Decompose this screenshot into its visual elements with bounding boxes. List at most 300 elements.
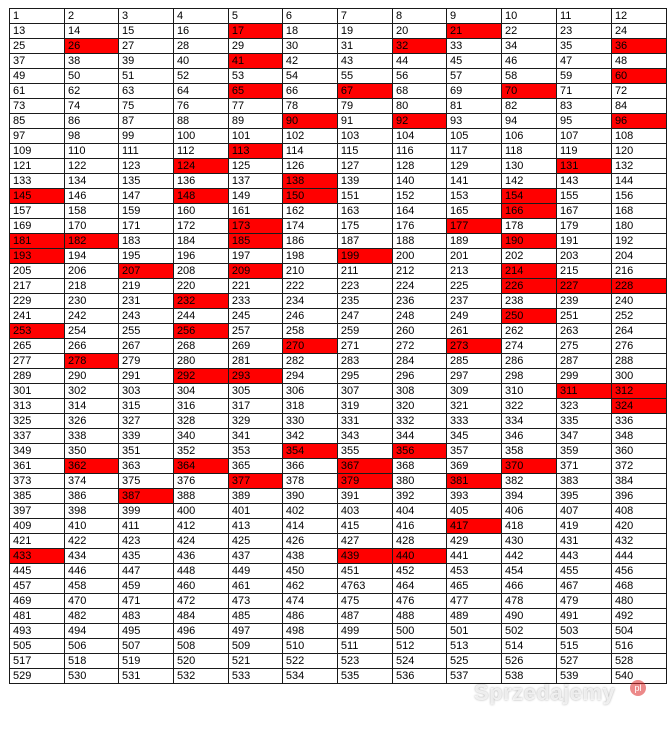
table-row	[10, 579, 667, 594]
table-cell: 164	[393, 204, 447, 219]
table-cell: 382	[502, 474, 557, 489]
table-cell: 235	[337, 294, 392, 309]
table-cell: 453	[447, 564, 502, 579]
table-cell: 475	[337, 594, 392, 609]
table-cell: 422	[64, 534, 118, 549]
table-cell: 171	[118, 219, 173, 234]
table-row	[10, 399, 667, 414]
table-cell: 305	[228, 384, 282, 399]
table-cell: 213	[447, 264, 502, 279]
table-cell: 81	[447, 99, 502, 114]
table-cell: 51	[118, 69, 173, 84]
table-cell: 110	[64, 144, 118, 159]
highlighted-cell: 65	[228, 84, 282, 99]
table-cell: 43	[337, 54, 392, 69]
highlighted-cell: 364	[173, 459, 228, 474]
table-cell: 480	[611, 594, 666, 609]
table-cell: 371	[556, 459, 611, 474]
table-cell: 224	[393, 279, 447, 294]
table-cell: 33	[447, 39, 502, 54]
table-cell: 22	[502, 24, 557, 39]
table-cell: 301	[10, 384, 65, 399]
table-cell: 42	[282, 54, 337, 69]
highlighted-cell: 312	[611, 384, 666, 399]
table-cell: 236	[393, 294, 447, 309]
table-cell: 184	[173, 234, 228, 249]
table-cell: 35	[556, 39, 611, 54]
table-cell: 136	[173, 174, 228, 189]
number-grid	[9, 8, 667, 684]
table-cell: 350	[64, 444, 118, 459]
table-row	[10, 504, 667, 519]
table-cell: 142	[502, 174, 557, 189]
table-cell: 310	[502, 384, 557, 399]
table-cell: 98	[64, 129, 118, 144]
table-cell: 316	[173, 399, 228, 414]
table-cell: 520	[173, 654, 228, 669]
table-cell: 215	[556, 264, 611, 279]
table-cell: 133	[10, 174, 65, 189]
table-cell: 468	[611, 579, 666, 594]
table-cell: 397	[10, 504, 65, 519]
table-cell: 243	[118, 309, 173, 324]
table-cell: 152	[393, 189, 447, 204]
table-cell: 393	[447, 489, 502, 504]
table-cell: 366	[282, 459, 337, 474]
highlighted-cell: 190	[502, 234, 557, 249]
table-cell: 309	[447, 384, 502, 399]
table-cell: 126	[282, 159, 337, 174]
table-cell: 192	[611, 234, 666, 249]
table-cell: 330	[282, 414, 337, 429]
table-cell: 423	[118, 534, 173, 549]
table-cell: 488	[393, 609, 447, 624]
table-cell: 85	[10, 114, 65, 129]
table-cell: 323	[556, 399, 611, 414]
table-cell: 317	[228, 399, 282, 414]
table-cell: 329	[228, 414, 282, 429]
table-row	[10, 9, 667, 24]
table-cell: 231	[118, 294, 173, 309]
table-cell: 286	[502, 354, 557, 369]
table-cell: 18	[282, 24, 337, 39]
table-cell: 10	[502, 9, 557, 24]
table-cell: 47	[556, 54, 611, 69]
table-cell: 514	[502, 639, 557, 654]
table-cell: 415	[337, 519, 392, 534]
table-cell: 222	[282, 279, 337, 294]
table-cell: 130	[502, 159, 557, 174]
highlighted-cell: 26	[64, 39, 118, 54]
table-cell: 343	[337, 429, 392, 444]
table-cell: 266	[64, 339, 118, 354]
table-cell: 167	[556, 204, 611, 219]
table-row	[10, 549, 667, 564]
highlighted-cell: 70	[502, 84, 557, 99]
table-cell: 107	[556, 129, 611, 144]
table-cell: 54	[282, 69, 337, 84]
table-cell: 49	[10, 69, 65, 84]
table-cell: 82	[502, 99, 557, 114]
table-cell: 402	[282, 504, 337, 519]
table-row	[10, 219, 667, 234]
table-cell: 384	[611, 474, 666, 489]
table-cell: 112	[173, 144, 228, 159]
table-cell: 271	[337, 339, 392, 354]
table-row	[10, 54, 667, 69]
table-cell: 48	[611, 54, 666, 69]
highlighted-cell: 356	[393, 444, 447, 459]
table-cell: 504	[611, 624, 666, 639]
table-cell: 140	[393, 174, 447, 189]
table-cell: 62	[64, 84, 118, 99]
table-row	[10, 444, 667, 459]
table-cell: 516	[611, 639, 666, 654]
table-cell: 299	[556, 369, 611, 384]
table-cell: 427	[337, 534, 392, 549]
table-cell: 499	[337, 624, 392, 639]
table-cell: 156	[611, 189, 666, 204]
table-cell: 455	[556, 564, 611, 579]
table-cell: 59	[556, 69, 611, 84]
table-cell: 448	[173, 564, 228, 579]
table-row	[10, 534, 667, 549]
table-cell: 91	[337, 114, 392, 129]
table-cell: 255	[118, 324, 173, 339]
table-cell: 94	[502, 114, 557, 129]
table-cell: 300	[611, 369, 666, 384]
table-cell: 386	[64, 489, 118, 504]
table-cell: 77	[228, 99, 282, 114]
table-cell: 259	[337, 324, 392, 339]
table-cell: 269	[228, 339, 282, 354]
table-cell: 19	[337, 24, 392, 39]
table-cell: 225	[447, 279, 502, 294]
table-cell: 465	[447, 579, 502, 594]
table-cell: 530	[64, 669, 118, 684]
table-cell: 489	[447, 609, 502, 624]
table-cell: 100	[173, 129, 228, 144]
table-cell: 179	[556, 219, 611, 234]
table-row	[10, 294, 667, 309]
table-cell: 211	[337, 264, 392, 279]
table-row	[10, 339, 667, 354]
table-row	[10, 654, 667, 669]
table-cell: 408	[611, 504, 666, 519]
table-cell: 446	[64, 564, 118, 579]
table-cell: 144	[611, 174, 666, 189]
highlighted-cell: 226	[502, 279, 557, 294]
table-cell: 435	[118, 549, 173, 564]
table-cell: 411	[118, 519, 173, 534]
table-cell: 27	[118, 39, 173, 54]
table-row	[10, 24, 667, 39]
table-cell: 87	[118, 114, 173, 129]
table-cell: 344	[393, 429, 447, 444]
table-cell: 469	[10, 594, 65, 609]
table-cell: 528	[611, 654, 666, 669]
table-cell: 470	[64, 594, 118, 609]
highlighted-cell: 90	[282, 114, 337, 129]
table-cell: 509	[228, 639, 282, 654]
table-cell: 473	[228, 594, 282, 609]
table-cell: 265	[10, 339, 65, 354]
table-row	[10, 459, 667, 474]
table-cell: 93	[447, 114, 502, 129]
table-row	[10, 249, 667, 264]
table-cell: 58	[502, 69, 557, 84]
table-row	[10, 159, 667, 174]
table-cell: 183	[118, 234, 173, 249]
table-cell: 481	[10, 609, 65, 624]
table-cell: 127	[337, 159, 392, 174]
table-row	[10, 594, 667, 609]
table-cell: 132	[611, 159, 666, 174]
watermark-logo: Sprzedajemy	[474, 680, 616, 705]
table-cell: 252	[611, 309, 666, 324]
table-cell: 149	[228, 189, 282, 204]
table-cell: 72	[611, 84, 666, 99]
highlighted-cell: 253	[10, 324, 65, 339]
table-cell: 334	[502, 414, 557, 429]
table-cell: 75	[118, 99, 173, 114]
table-row	[10, 69, 667, 84]
table-cell: 457	[10, 579, 65, 594]
table-cell: 221	[228, 279, 282, 294]
highlighted-cell: 292	[173, 369, 228, 384]
table-cell: 490	[502, 609, 557, 624]
table-cell: 345	[447, 429, 502, 444]
highlighted-cell: 250	[502, 309, 557, 324]
watermark-badge: pl	[630, 680, 646, 696]
table-cell: 95	[556, 114, 611, 129]
table-cell: 474	[282, 594, 337, 609]
highlighted-cell: 362	[64, 459, 118, 474]
table-cell: 56	[393, 69, 447, 84]
highlighted-cell: 433	[10, 549, 65, 564]
table-cell: 111	[118, 144, 173, 159]
highlighted-cell: 324	[611, 399, 666, 414]
table-cell: 319	[337, 399, 392, 414]
table-cell: 421	[10, 534, 65, 549]
table-cell: 496	[173, 624, 228, 639]
table-cell: 288	[611, 354, 666, 369]
table-row	[10, 234, 667, 249]
highlighted-cell: 193	[10, 249, 65, 264]
table-cell: 282	[282, 354, 337, 369]
table-cell: 476	[393, 594, 447, 609]
table-cell: 73	[10, 99, 65, 114]
table-cell: 432	[611, 534, 666, 549]
table-cell: 369	[447, 459, 502, 474]
table-cell: 430	[502, 534, 557, 549]
table-cell: 1	[10, 9, 65, 24]
highlighted-cell: 439	[337, 549, 392, 564]
table-cell: 444	[611, 549, 666, 564]
table-row	[10, 609, 667, 624]
table-cell: 141	[447, 174, 502, 189]
table-cell: 76	[173, 99, 228, 114]
table-cell: 466	[502, 579, 557, 594]
table-row	[10, 129, 667, 144]
table-cell: 29	[228, 39, 282, 54]
table-cell: 116	[393, 144, 447, 159]
table-cell: 163	[337, 204, 392, 219]
table-cell: 539	[556, 669, 611, 684]
table-cell: 313	[10, 399, 65, 414]
table-cell: 331	[337, 414, 392, 429]
table-cell: 534	[282, 669, 337, 684]
table-cell: 50	[64, 69, 118, 84]
highlighted-cell: 278	[64, 354, 118, 369]
table-cell: 71	[556, 84, 611, 99]
table-cell: 307	[337, 384, 392, 399]
table-cell: 321	[447, 399, 502, 414]
table-cell: 441	[447, 549, 502, 564]
table-cell: 210	[282, 264, 337, 279]
highlighted-cell: 166	[502, 204, 557, 219]
table-cell: 363	[118, 459, 173, 474]
table-cell: 11	[556, 9, 611, 24]
highlighted-cell: 36	[611, 39, 666, 54]
table-cell: 484	[173, 609, 228, 624]
table-cell: 5	[228, 9, 282, 24]
table-cell: 404	[393, 504, 447, 519]
table-cell: 14	[64, 24, 118, 39]
table-cell: 102	[282, 129, 337, 144]
highlighted-cell: 199	[337, 249, 392, 264]
table-cell: 198	[282, 249, 337, 264]
table-cell: 297	[447, 369, 502, 384]
table-cell: 390	[282, 489, 337, 504]
table-cell: 497	[228, 624, 282, 639]
table-cell: 522	[282, 654, 337, 669]
table-cell: 494	[64, 624, 118, 639]
table-cell: 328	[173, 414, 228, 429]
table-cell: 414	[282, 519, 337, 534]
table-cell: 229	[10, 294, 65, 309]
table-cell: 194	[64, 249, 118, 264]
table-cell: 339	[118, 429, 173, 444]
table-cell: 508	[173, 639, 228, 654]
table-cell: 372	[611, 459, 666, 474]
table-cell: 3	[118, 9, 173, 24]
table-cell: 482	[64, 609, 118, 624]
table-cell: 188	[393, 234, 447, 249]
table-cell: 347	[556, 429, 611, 444]
table-cell: 326	[64, 414, 118, 429]
table-cell: 352	[173, 444, 228, 459]
table-cell: 147	[118, 189, 173, 204]
table-cell: 128	[393, 159, 447, 174]
table-cell: 283	[337, 354, 392, 369]
table-cell: 506	[64, 639, 118, 654]
table-cell: 527	[556, 654, 611, 669]
table-cell: 169	[10, 219, 65, 234]
table-cell: 15	[118, 24, 173, 39]
highlighted-cell: 145	[10, 189, 65, 204]
table-cell: 335	[556, 414, 611, 429]
highlighted-cell: 173	[228, 219, 282, 234]
table-row	[10, 324, 667, 339]
highlighted-cell: 67	[337, 84, 392, 99]
table-cell: 66	[282, 84, 337, 99]
table-cell: 284	[393, 354, 447, 369]
highlighted-cell: 181	[10, 234, 65, 249]
table-cell: 537	[447, 669, 502, 684]
table-cell: 400	[173, 504, 228, 519]
table-cell: 248	[393, 309, 447, 324]
table-cell: 510	[282, 639, 337, 654]
table-cell: 247	[337, 309, 392, 324]
table-cell: 289	[10, 369, 65, 384]
highlighted-cell: 228	[611, 279, 666, 294]
table-cell: 438	[282, 549, 337, 564]
highlighted-cell: 209	[228, 264, 282, 279]
table-cell: 436	[173, 549, 228, 564]
table-cell: 178	[502, 219, 557, 234]
table-cell: 389	[228, 489, 282, 504]
table-row	[10, 474, 667, 489]
table-cell: 464	[393, 579, 447, 594]
table-cell: 118	[502, 144, 557, 159]
table-cell: 7	[337, 9, 392, 24]
table-cell: 168	[611, 204, 666, 219]
table-cell: 461	[228, 579, 282, 594]
table-cell: 406	[502, 504, 557, 519]
table-cell: 195	[118, 249, 173, 264]
table-cell: 434	[64, 549, 118, 564]
table-cell: 479	[556, 594, 611, 609]
table-cell: 161	[228, 204, 282, 219]
table-cell: 443	[556, 549, 611, 564]
table-cell: 201	[447, 249, 502, 264]
table-cell: 151	[337, 189, 392, 204]
table-cell: 155	[556, 189, 611, 204]
table-cell: 485	[228, 609, 282, 624]
table-cell: 52	[173, 69, 228, 84]
table-cell: 358	[502, 444, 557, 459]
table-cell: 89	[228, 114, 282, 129]
table-cell: 418	[502, 519, 557, 534]
table-cell: 452	[393, 564, 447, 579]
table-cell: 204	[611, 249, 666, 264]
table-cell: 237	[447, 294, 502, 309]
table-cell: 106	[502, 129, 557, 144]
table-cell: 104	[393, 129, 447, 144]
table-cell: 16	[173, 24, 228, 39]
table-cell: 277	[10, 354, 65, 369]
table-cell: 119	[556, 144, 611, 159]
table-cell: 502	[502, 624, 557, 639]
table-cell: 327	[118, 414, 173, 429]
highlighted-cell: 227	[556, 279, 611, 294]
table-cell: 535	[337, 669, 392, 684]
table-cell: 383	[556, 474, 611, 489]
table-cell: 303	[118, 384, 173, 399]
highlighted-cell: 273	[447, 339, 502, 354]
table-cell: 34	[502, 39, 557, 54]
table-cell: 274	[502, 339, 557, 354]
table-cell: 340	[173, 429, 228, 444]
table-cell: 206	[64, 264, 118, 279]
table-cell: 244	[173, 309, 228, 324]
table-cell: 302	[64, 384, 118, 399]
table-cell: 280	[173, 354, 228, 369]
table-cell: 503	[556, 624, 611, 639]
table-cell: 512	[393, 639, 447, 654]
table-cell: 123	[118, 159, 173, 174]
